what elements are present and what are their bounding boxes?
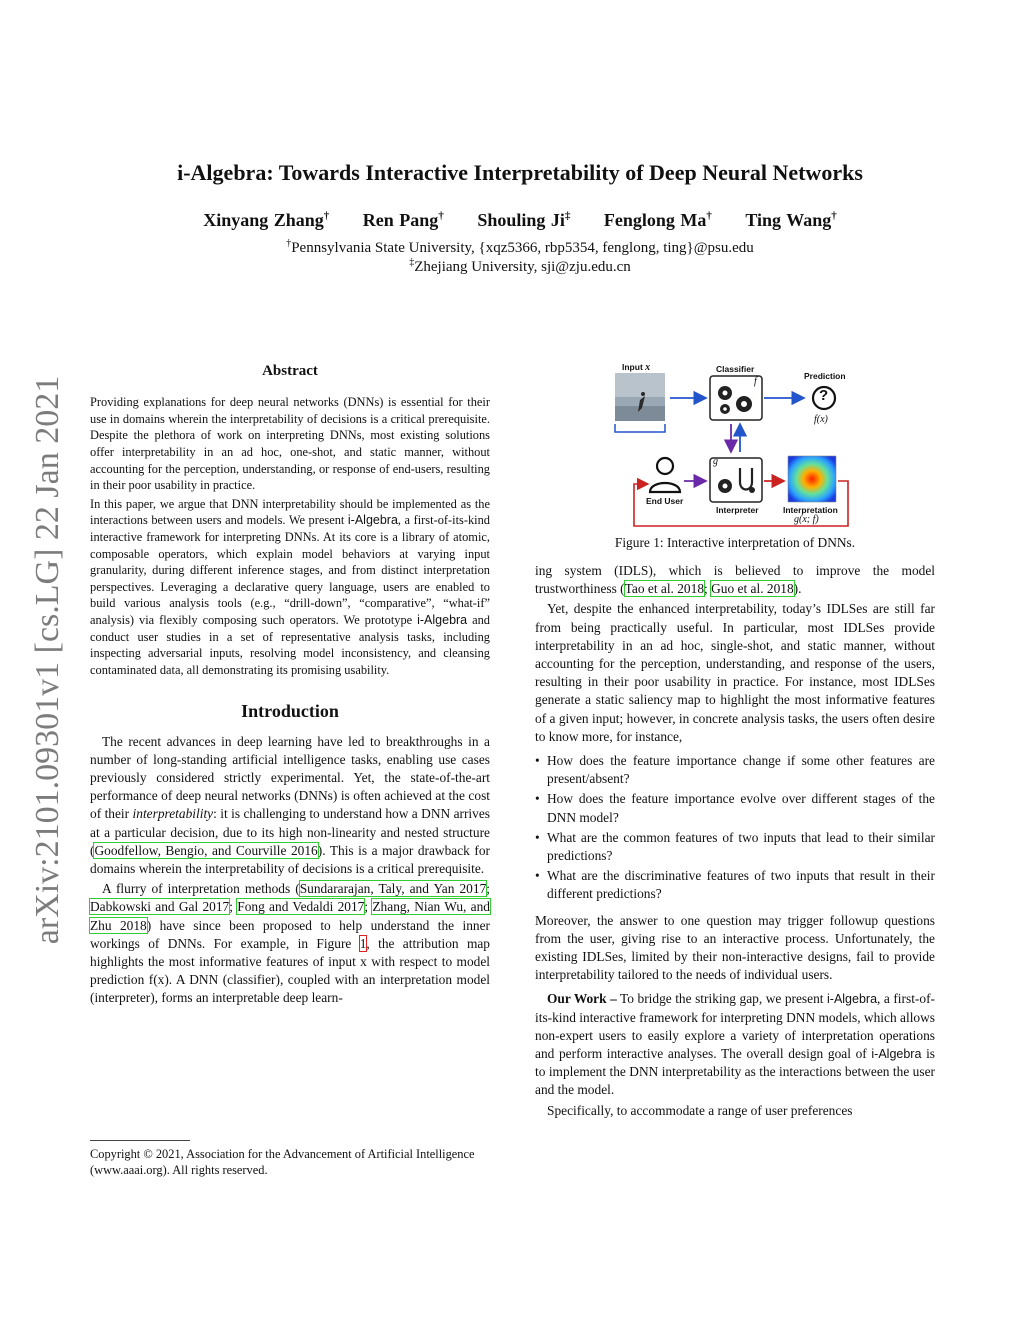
end-user-icon	[650, 458, 680, 492]
body-paragraph: Moreover, the answer to one question may trigger followup questions from the user, giving rise to an interactive process. Unfortunately, the existing IDLSes, limited by their non-interactive designs, fail to provide interpretability tailored to the needs of individual users.	[535, 912, 935, 983]
body-paragraph: Specifically, to accommodate a range of user preferences	[547, 1102, 853, 1118]
classifier-variable: f	[754, 376, 757, 387]
prediction-math: f(x)	[814, 414, 828, 425]
affiliation: ‡Zhejiang University, sji@zju.edu.cn	[409, 257, 631, 275]
citation-link[interactable]: Zhang, Nian Wu, and Zhu 2018	[90, 899, 490, 933]
list-item: • What are the common features of two inputs that lead to their similar predictions?	[547, 829, 935, 865]
prediction-label: Prediction	[804, 371, 846, 381]
author: Shouling Ji‡	[477, 210, 571, 230]
interpretation-math: g(x; f)	[794, 514, 819, 525]
author: Fenglong Ma†	[603, 210, 712, 230]
list-item: • How does the feature importance evolve over different stages of the DNN model?	[547, 790, 935, 826]
body-paragraph: Our Work – To bridge the striking gap, we present i-Algebra, a first-of-its-kind interactive framework for interpreting DNN models, which allows non-expert users to easily explore a variety of interpretation operations and perform interactive analyses. The overall design goal of i-Algebra is to implement the DNN interpretability as the interactions between the user and the model.	[535, 991, 935, 1098]
affiliation: †Pennsylvania State University, {xqz5366, rbp5354, fenglong, ting}@psu.edu	[286, 238, 754, 256]
interpretation-label: Interpretation	[783, 505, 838, 515]
figure-1-diagram	[612, 356, 862, 532]
footnote-rule	[90, 1140, 190, 1141]
introduction-heading: Introduction	[241, 701, 339, 722]
arxiv-identifier-stamp: arXiv:2101.09301v1 [cs.LG] 22 Jan 2021	[29, 375, 66, 945]
abstract-heading: Abstract	[262, 363, 318, 379]
author: Xinyang Zhang†	[203, 210, 330, 230]
input-label: Input x	[622, 362, 651, 373]
abstract-section	[90, 362, 490, 678]
end-user-label: End User	[646, 496, 684, 506]
input-bracket	[615, 424, 665, 432]
abstract-paragraph: Providing explanations for deep neural networks (DNNs) is essential for their use in domains wherein the interpretability of decisions is a critical prerequisite. Despite the plethora of work on interpreting DNNs, most existing solutions offer interpretability in an ad hoc, one-shot, and static manner, without accounting for the perception, understanding, or response of end-users, resulting in their poor usability in practice.	[90, 395, 490, 493]
body-paragraph: ing system (IDLS), which is believed to improve the model trustworthiness (Tao et al. 2018; Guo et al. 2018).	[535, 563, 935, 597]
body-paragraph: A flurry of interpretation methods (Sundararajan, Taly, and Yan 2017; Dabkowski and Gal 2017; Fong and Vedaldi 2017; Zhang, Nian Wu, and Zhu 2018) have since been proposed to help understand the inner workings of DNNs. For example, in Figure 1, the attribution map highlights the most informative features of input x with respect to model prediction f(x). A DNN (classifier), coupled with an interpretation model (interpreter), forms an interpretable deep learn-	[90, 881, 491, 1006]
list-item: • What are the discriminative features of two inputs that result in their different predictions?	[547, 867, 935, 903]
author-list	[80, 210, 960, 231]
question-mark-icon: ?	[819, 387, 829, 404]
question-list	[535, 752, 935, 904]
abstract-paragraph: In this paper, we argue that DNN interpretability should be implemented as the interactions between users and models. We present i-Algebra, a first-of-its-kind interactive framework for interpreting DNNs. At its core is a library of atomic, composable operators, which explain model behaviors at varying input granularity, during different inference stages, and from distinct interpretation perspectives. Leveraging a declarative query language, users are enabled to build various analysis tools (e.g., “drill-down”, “comparative”, “what-if” analysis) via flexibly composing such operators. We prototype i-Algebra and conduct user studies in a set of representative analysis tasks, including inspecting adversarial inputs, resolving model inconsistency, and cleansing contaminated data, all demonstrating its promising usability.	[90, 496, 490, 677]
citation-link[interactable]: Tao et al. 2018	[624, 581, 705, 597]
figure-1-caption: Figure 1: Interactive interpretation of DNNs.	[614, 535, 856, 550]
citation-link[interactable]: Goodfellow, Bengio, and Courville 2016	[94, 842, 318, 858]
body-paragraph: The recent advances in deep learning have led to breakthroughs in a number of long-standing artificial intelligence tasks, enabling use cases previously considered strictly experimental. Yet, the state-of-the-art performance of deep neural networks (DNNs) is often achieved at the cost of their interpretability: it is challenging to understand how a DNN arrives at a particular decision, due to its high non-linearity and nested structure (Goodfellow, Bengio, and Courville 2016). This is a major drawback for domains wherein the interpretability of decisions is a critical prerequisite.	[90, 733, 491, 876]
paper-title: i-Algebra: Towards Interactive Interpretability of Deep Neural Networks	[177, 160, 863, 185]
body-paragraph: Yet, despite the enhanced interpretability, today’s IDLSes are still far from being practically useful. In particular, most IDLSes provide interpretability in an ad hoc, single-shot, and static manner, without accounting for the perception, understanding, and response of the users, resulting in their poor usability in practice. For instance, most IDLSes generate a static saliency map to highlight the most informative features of a given input; however, in concrete analysis tasks, the users often desire to know more, for instance,	[535, 601, 935, 744]
interpreter-label: Interpreter	[716, 505, 759, 515]
attribution-heatmap	[788, 456, 836, 502]
left-column	[90, 362, 490, 1008]
figure-reference-link[interactable]: 1	[359, 935, 367, 951]
author: Ting Wang†	[745, 210, 837, 230]
citation-link[interactable]: Guo et al. 2018	[711, 581, 794, 597]
classifier-label: Classifier	[716, 364, 755, 374]
input-image	[615, 373, 665, 421]
citation-link[interactable]: Fong and Vedaldi 2017	[237, 899, 365, 915]
citation-link[interactable]: Dabkowski and Gal 2017	[90, 899, 230, 915]
copyright-footnote: Copyright © 2021, Association for the Advancement of Artificial Intelligence (www.aaai.org). All rights reserved.	[90, 1147, 475, 1177]
author: Ren Pang†	[362, 210, 444, 230]
list-item: • How does the feature importance change if some other features are present/absent?	[547, 752, 935, 788]
citation-link[interactable]: Sundararajan, Taly, and Yan 2017	[299, 881, 487, 897]
right-column	[535, 562, 935, 1120]
interpreter-variable: g	[713, 456, 718, 467]
